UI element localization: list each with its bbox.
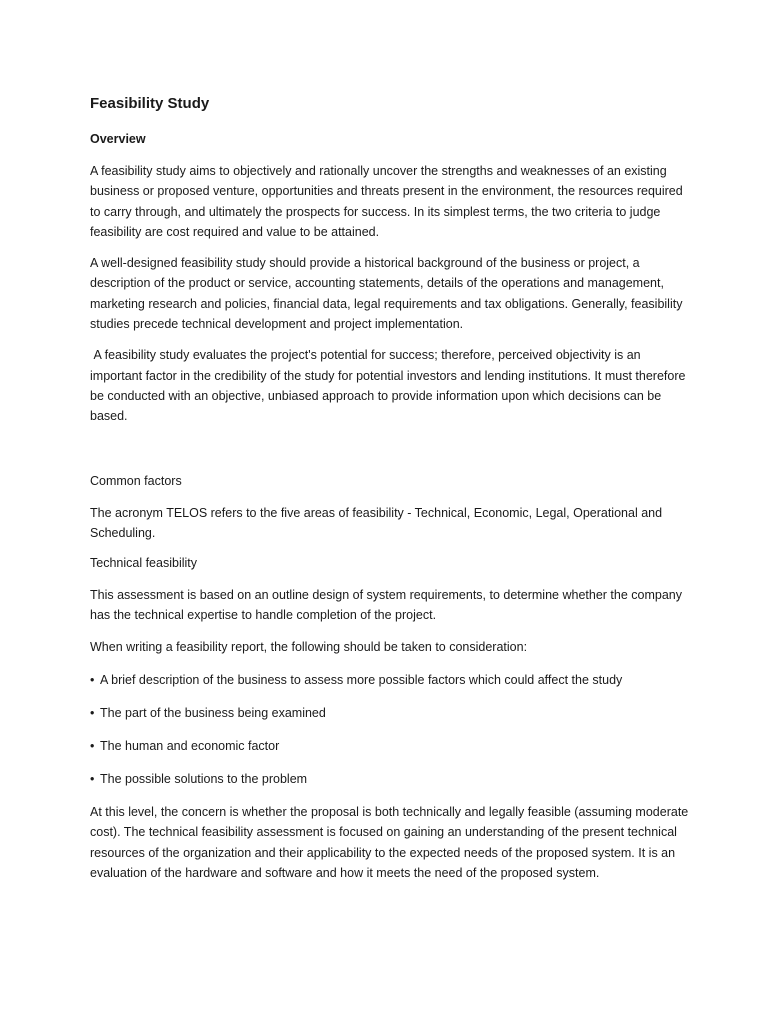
telos-paragraph: The acronym TELOS refers to the five areas of feasibility - Technical, Economic, Legal, Operational and Scheduling. [90, 505, 663, 540]
bullet-icon: • [90, 706, 95, 721]
report-intro: When writing a feasibility report, the following should be taken to consideration: [90, 639, 528, 654]
list-item [90, 769, 690, 789]
closing-paragraph: At this level, the concern is whether the proposal is both technically and legally feasible (assuming moderate cost). The technical feasibility assessment is focused on gaining an understanding of the present technical resources of the organization and their applicability to the expected needs of the proposed system. It is an evaluation of the hardware and software and how it meets the need of the proposed system. [90, 805, 689, 880]
document-title: Feasibility Study [90, 95, 210, 112]
list-item-text: The human and economic factor [100, 739, 280, 754]
overview-paragraph-3: A feasibility study evaluates the project's potential for success; therefore, perceived objectivity is an important factor in the credibility of the study for potential investors and lending institutions. It must therefore be conducted with an objective, unbiased approach to provide information upon which decisions can be based. [90, 348, 689, 424]
list-item [90, 670, 690, 690]
list-item [90, 703, 690, 723]
document-page [90, 94, 690, 894]
bullet-icon: • [90, 772, 95, 787]
technical-paragraph: This assessment is based on an outline design of system requirements, to determine whether the company has the technical expertise to handle completion of the project. [90, 588, 682, 623]
list-item-text: A brief description of the business to assess more possible factors which could affect the study [100, 673, 623, 688]
overview-paragraph-2: A well-designed feasibility study should provide a historical background of the business or project, a description of the product or service, accounting statements, details of the operations and management, marketing research and policies, financial data, legal requirements and tax obligations. Generally, feasibility studies precede technical development and project implementation. [90, 256, 683, 332]
overview-paragraph-1: A feasibility study aims to objectively and rationally uncover the strengths and weaknesses of an existing business or proposed venture, opportunities and threats present in the environment, the resources required to carry through, and ultimately the prospects for success. In its simplest terms, the two criteria to judge feasibility are cost required and value to be attained. [90, 164, 683, 239]
bullet-icon: • [90, 739, 95, 754]
list-item-text: The possible solutions to the problem [100, 772, 308, 787]
list-item [90, 736, 690, 756]
technical-feasibility-heading: Technical feasibility [90, 556, 197, 571]
bullet-icon: • [90, 673, 95, 688]
common-factors-heading: Common factors [90, 473, 182, 488]
section-spacer [90, 438, 690, 472]
list-item-text: The part of the business being examined [100, 706, 326, 721]
overview-heading: Overview [90, 132, 146, 146]
